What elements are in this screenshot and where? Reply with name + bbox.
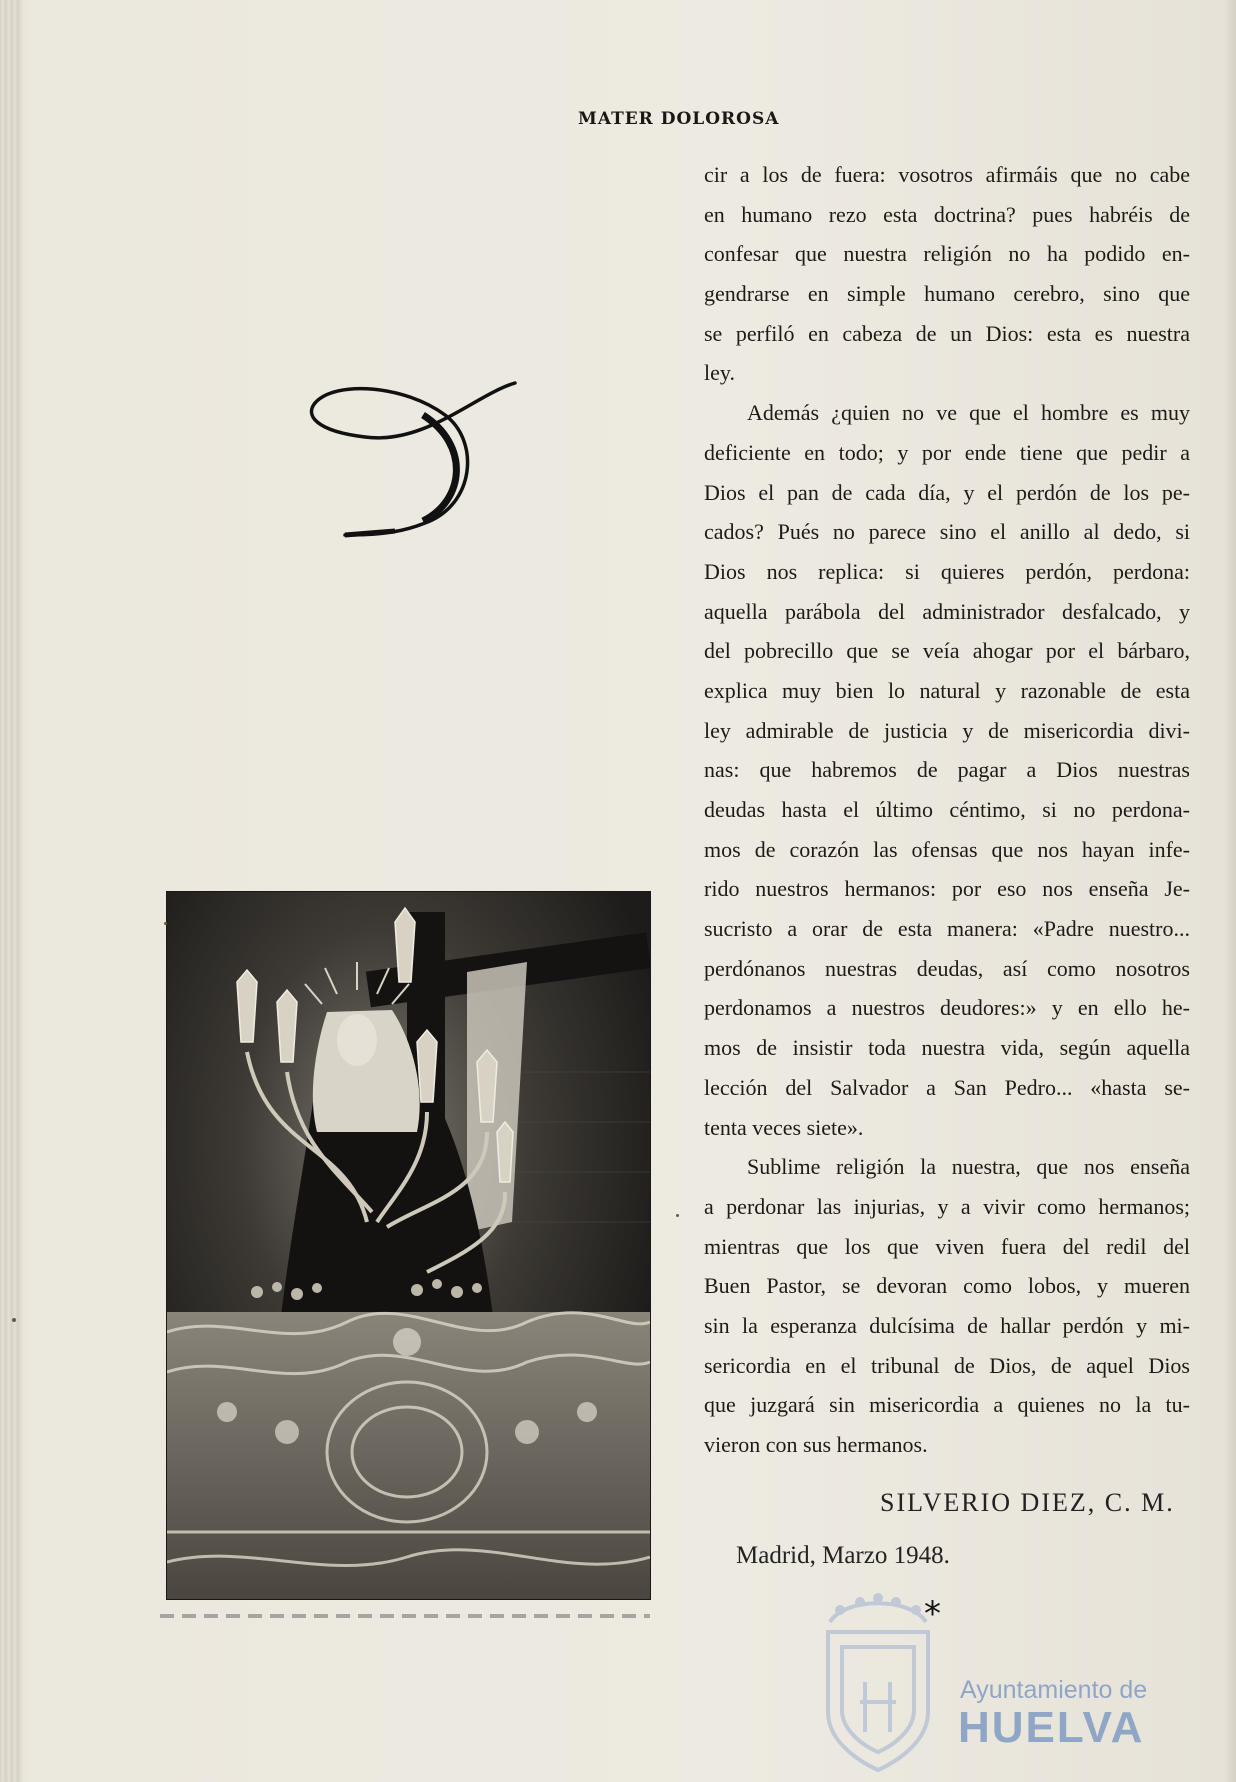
text-line: ley admirable de justicia y de misericordia divi-: [704, 717, 1190, 743]
text-line: perdónanos nuestras deudas, así como nosotros: [704, 955, 1190, 981]
text-line: sericordia en el tribunal de Dios, de aquel Dios: [704, 1352, 1190, 1378]
text-line: sin la esperanza dulcísima de hallar perdón y mi-: [704, 1312, 1190, 1338]
paper-speck: [12, 1318, 16, 1322]
author-signature: SILVERIO DIEZ, C. M.: [880, 1488, 1175, 1517]
text-line: rido nuestros hermanos: por eso nos enseña Je-: [704, 876, 1190, 902]
page-edge-left: [0, 0, 22, 1782]
paper-speck: [164, 922, 167, 925]
asterisk-ornament: *: [924, 1594, 941, 1634]
running-head: MATER DOLOROSA: [578, 109, 780, 129]
text-line: tenta veces siete».: [704, 1114, 864, 1140]
text-line: cir a los de fuera: vosotros afirmáis que no cabe: [704, 162, 1190, 187]
text-line: Dios nos replica: si quieres perdón, perdona:: [704, 558, 1190, 584]
photograph-image: [167, 892, 650, 1599]
text-line: mos de insistir toda nuestra vida, según aquella: [704, 1035, 1190, 1061]
place-date: Madrid, Marzo 1948.: [736, 1542, 950, 1569]
page-edge-right: [1224, 0, 1236, 1782]
text-line: se perfiló en cabeza de un Dios: esta es nuestra: [704, 320, 1190, 346]
watermark-text-ayuntamiento: Ayuntamiento de: [960, 1676, 1148, 1704]
text-line: aquella parábola del administrador desfalcado, y: [704, 598, 1190, 624]
article-body: [704, 155, 1190, 1465]
watermark-text-huelva: HUELVA: [958, 1703, 1145, 1752]
text-line: Buen Pastor, se devoran como lobos, y mueren: [704, 1273, 1190, 1299]
text-line: explica muy bien lo natural y razonable de esta: [704, 677, 1190, 703]
text-line: gendrarse en simple humano cerebro, sino que: [704, 281, 1190, 307]
text-line: sucristo a orar de esta manera: «Padre nuestro...: [704, 916, 1190, 942]
text-line: nas: que habremos de pagar a Dios nuestras: [704, 757, 1190, 783]
dashed-rule: [160, 1614, 650, 1618]
text-line: a perdonar las injurias, y a vivir como hermanos;: [704, 1193, 1190, 1219]
text-line: ley.: [704, 360, 735, 386]
text-line: lección del Salvador a San Pedro... «hasta se-: [704, 1074, 1190, 1100]
text-line: cados? Pués no parece sino el anillo al dedo, si: [704, 519, 1190, 545]
text-line: deudas hasta el último céntimo, si no perdona-: [704, 797, 1190, 822]
paper-speck: [676, 1214, 679, 1217]
text-line: en humano rezo esta doctrina? pues habréis de: [704, 201, 1190, 227]
text-line: Además ¿quien no ve que el hombre es muy: [747, 400, 1190, 426]
text-line: que juzgará sin misericordia a quienes no la tu-: [704, 1392, 1190, 1418]
text-line: mos de corazón las ofensas que nos hayan infe-: [704, 836, 1190, 862]
text-line: confesar que nuestra religión no ha podido en-: [704, 241, 1190, 267]
text-line: deficiente en todo; y por ende tiene que pedir a: [704, 439, 1190, 465]
text-line: mientras que los que viven fuera del redil del: [704, 1233, 1190, 1259]
photograph-virgin-dolorosa-float: [167, 892, 650, 1599]
text-line: Dios el pan de cada día, y el perdón de los pe-: [704, 479, 1190, 505]
text-line: perdonamos a nuestros deudores:» y en ello he-: [704, 995, 1190, 1021]
text-line: Sublime religión la nuestra, que nos enseña: [747, 1154, 1190, 1180]
text-line: del pobrecillo que se veía ahogar por el bárbaro,: [704, 638, 1190, 664]
calligraphic-flourish-ornament: [305, 375, 520, 545]
text-line: vieron con sus hermanos.: [704, 1432, 928, 1457]
